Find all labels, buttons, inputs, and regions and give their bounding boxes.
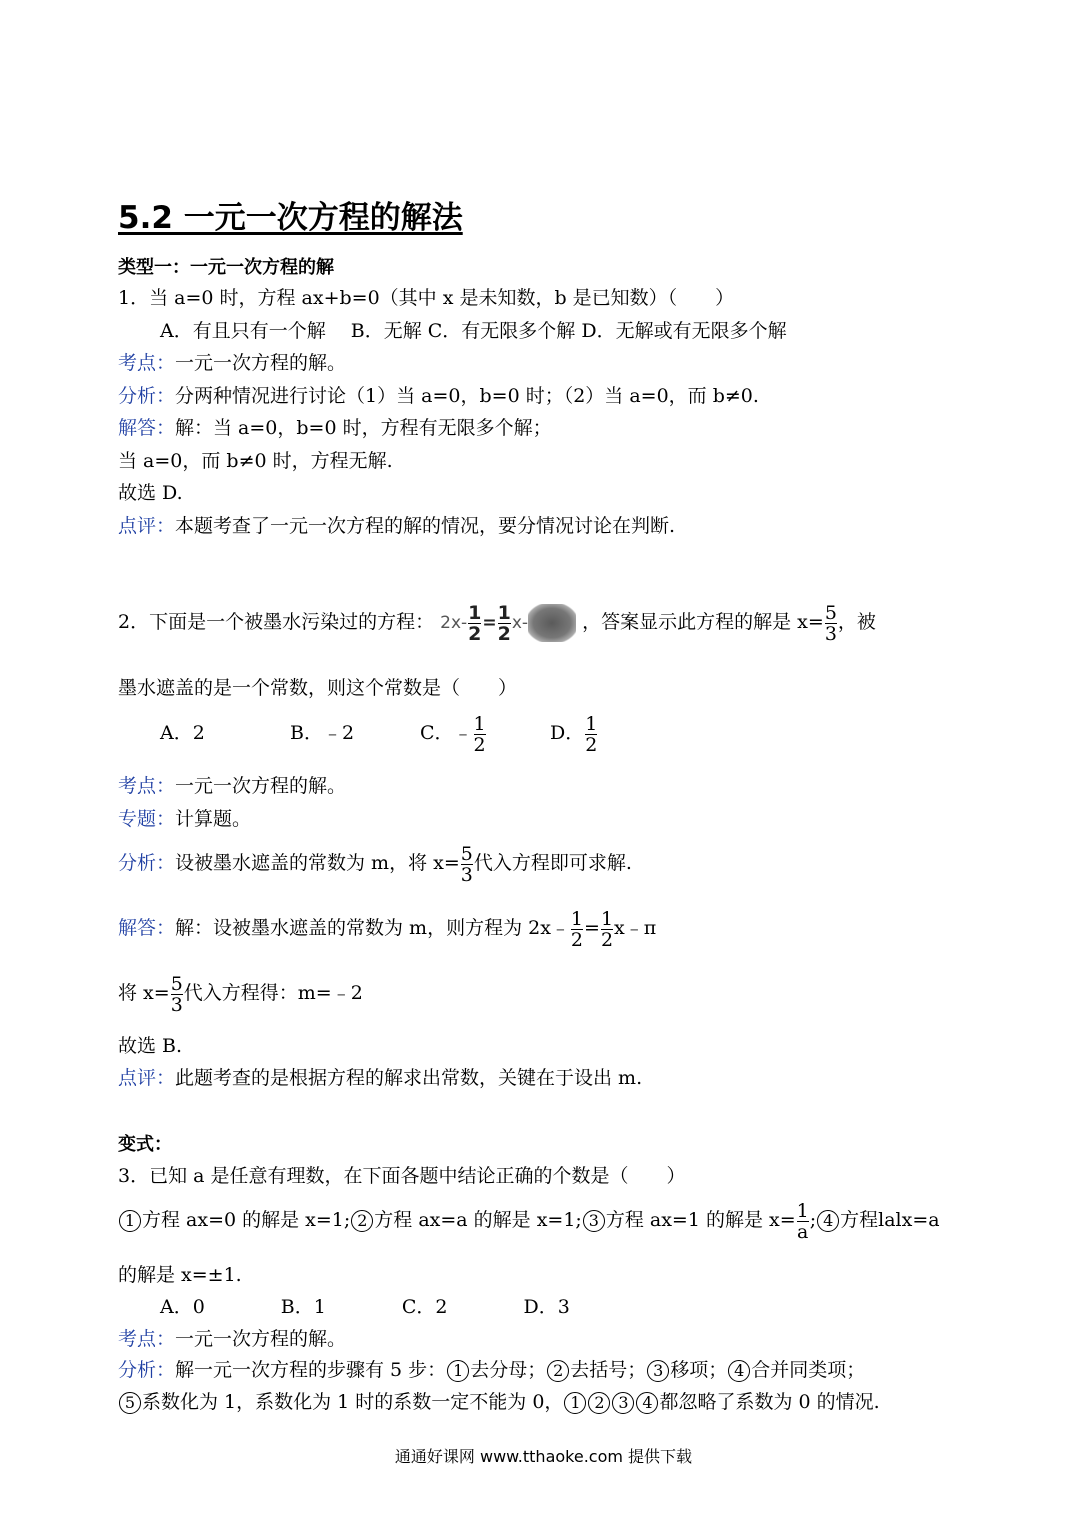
fraction-five-thirds — [171, 974, 183, 1015]
circled-3: 3 — [612, 1392, 634, 1414]
q3-options: A．0 B．1 C．2 D．3 — [160, 1296, 570, 1318]
q2-dianping — [118, 1065, 642, 1091]
sub-text-b: 代入方程得：m=﹣2 — [183, 982, 363, 1004]
den: 2 — [473, 733, 486, 756]
den: a — [797, 1220, 809, 1243]
step-1: 去分母； — [470, 1359, 547, 1381]
num: 1 — [585, 712, 598, 735]
fraction-five-thirds — [461, 844, 473, 885]
num: 1 — [570, 907, 584, 930]
num: 5 — [170, 972, 183, 995]
label-fenxi: 分析： — [118, 385, 176, 407]
circled-5: 5 — [119, 1392, 141, 1414]
q1-kaodian — [118, 350, 346, 376]
q2-opt-b: B．﹣2 — [290, 722, 355, 744]
page-title: 5.2 一元一次方程的解法 — [118, 200, 463, 236]
q1-jieda — [118, 415, 552, 441]
q2-stem — [118, 598, 876, 647]
fenxi-text-b: 代入方程即可求解. — [473, 852, 632, 874]
eq-x: x- — [511, 613, 529, 633]
label-kaodian: 考点： — [118, 352, 176, 374]
circled-4: 4 — [636, 1392, 658, 1414]
fenxi-text-a: 设被墨水遮盖的常数为 m，将 x= — [175, 852, 460, 874]
step-2: 去括号； — [570, 1359, 647, 1381]
statement-4: 方程lalx=a — [840, 1209, 940, 1231]
label-dianping: 点评： — [118, 1067, 176, 1089]
label-zhuanti: 专题： — [118, 808, 176, 830]
fenxi-text-c: 都忽略了系数为 0 的情况. — [659, 1391, 880, 1413]
q3-line2: 的解是 x=±1. — [118, 1264, 242, 1286]
fraction-one-over-a — [797, 1201, 809, 1242]
q1-choose: 故选 D. — [118, 482, 183, 504]
q3-statements — [118, 1196, 940, 1244]
label-kaodian: 考点： — [118, 775, 176, 797]
ink-equation-image: 2x- $\frac{1}{2}$ = $\frac{1}{2}$ x- — [440, 599, 576, 647]
q2-stem-a: 2．下面是一个被墨水污染过的方程： — [118, 611, 435, 633]
circled-4: 4 — [728, 1360, 750, 1382]
q1-fenxi — [118, 383, 759, 409]
dianping-text: 本题考查了一元一次方程的解的情况，要分情况讨论在判断. — [175, 515, 676, 537]
ink-blot — [528, 604, 576, 642]
label-fenxi: 分析： — [118, 1359, 176, 1381]
num: 5 — [460, 842, 473, 865]
step-3: 移项； — [670, 1359, 728, 1381]
q3-stem: 3．已知 a 是任意有理数，在下面各题中结论正确的个数是（ ） — [118, 1165, 686, 1187]
circled-2: 2 — [351, 1210, 373, 1232]
section-heading: 类型一：一元一次方程的解 — [118, 257, 334, 278]
q2-opt-c: C．﹣ — [420, 722, 473, 744]
circled-3: 3 — [647, 1360, 669, 1382]
q2-choose: 故选 B. — [118, 1035, 183, 1057]
q2-stem-c: ，被 — [837, 611, 876, 633]
num: 1 — [600, 907, 614, 930]
fraction-one-half — [585, 714, 597, 755]
kaodian-text: 一元一次方程的解。 — [175, 775, 347, 797]
num: 1 — [497, 601, 511, 624]
q2-opt-d: D． — [550, 722, 585, 744]
fraction-one-half — [571, 909, 583, 950]
q2-options — [160, 710, 598, 756]
kaodian-text: 一元一次方程的解。 — [175, 1328, 347, 1350]
kaodian-text: 一元一次方程的解。 — [175, 352, 347, 374]
jieda-text: 解：当 a=0，b=0 时，方程有无限多个解； — [175, 417, 552, 439]
num: 5 — [824, 601, 837, 624]
den: 2 — [497, 622, 511, 645]
q2-stem-b: ，答案显示此方程的解是 x= — [582, 611, 824, 633]
den: 3 — [824, 622, 837, 645]
jieda-text-b: x﹣π — [614, 917, 657, 939]
q2-fenxi — [118, 840, 632, 886]
equals-sign: = — [584, 917, 600, 939]
circled-4: 4 — [817, 1210, 839, 1232]
den: 2 — [600, 928, 614, 951]
dianping-text: 此题考查的是根据方程的解求出常数，关键在于设出 m. — [175, 1067, 643, 1089]
q2-kaodian — [118, 773, 346, 799]
num: 1 — [473, 712, 486, 735]
q3-fenxi — [118, 1357, 865, 1383]
circled-1: 1 — [119, 1210, 141, 1232]
fraction-one-half — [601, 909, 613, 950]
fraction-one-half — [474, 714, 486, 755]
statement-2: 方程 ax=a 的解是 x=1; — [374, 1209, 582, 1231]
q1-dianping — [118, 513, 675, 539]
q1-stem: 1．当 a=0 时，方程 ax+b=0（其中 x 是未知数，b 是已知数）（ ） — [118, 287, 735, 309]
sub-text-a: 将 x= — [118, 982, 170, 1004]
q2-stem-line2: 墨水遮盖的是一个常数，则这个常数是（ ） — [118, 677, 518, 699]
semicolon: ; — [809, 1209, 817, 1231]
q3-kaodian — [118, 1326, 346, 1352]
fraction-one-half — [468, 603, 481, 644]
label-fenxi: 分析： — [118, 852, 176, 874]
q1-options: A．有且只有一个解 B．无解 C．有无限多个解 D．无解或有无限多个解 — [160, 320, 787, 342]
den: 3 — [170, 993, 183, 1016]
fenxi-text: 分两种情况进行讨论（1）当 a=0，b=0 时；（2）当 a=0，而 b≠0. — [175, 385, 759, 407]
circled-3: 3 — [583, 1210, 605, 1232]
circled-2: 2 — [547, 1360, 569, 1382]
fraction-one-half — [498, 603, 511, 644]
label-kaodian: 考点： — [118, 1328, 176, 1350]
section-heading-variant: 变式： — [118, 1134, 172, 1155]
den: 2 — [585, 733, 598, 756]
q2-jieda — [118, 905, 656, 951]
q2-opt-a: A．2 — [160, 722, 205, 744]
den: 2 — [570, 928, 584, 951]
circled-1: 1 — [447, 1360, 469, 1382]
statement-3: 方程 ax=1 的解是 x= — [605, 1209, 796, 1231]
q3-fenxi-2 — [118, 1389, 880, 1415]
q1-jieda-2: 当 a=0，而 b≠0 时，方程无解. — [118, 450, 393, 472]
statement-1: 方程 ax=0 的解是 x=1; — [142, 1209, 351, 1231]
fenxi-text-a: 解一元一次方程的步骤有 5 步： — [175, 1359, 447, 1381]
zhuanti-text: 计算题。 — [175, 808, 252, 830]
circled-2: 2 — [588, 1392, 610, 1414]
label-dianping: 点评： — [118, 515, 176, 537]
label-jieda: 解答： — [118, 917, 176, 939]
fenxi-text-b: 系数化为 1，系数化为 1 时的系数一定不能为 0， — [142, 1391, 564, 1413]
label-jieda: 解答： — [118, 417, 176, 439]
den: 2 — [468, 622, 482, 645]
step-4: 合并同类项； — [751, 1359, 866, 1381]
jieda-text-a: 解：设被墨水遮盖的常数为 m，则方程为 2x﹣ — [175, 917, 570, 939]
num: 1 — [468, 601, 482, 624]
page-footer: 通通好课网 www.tthaoke.com 提供下载 — [394, 1447, 693, 1466]
den: 3 — [460, 863, 473, 886]
q2-substitution — [118, 970, 363, 1016]
circled-1: 1 — [564, 1392, 586, 1414]
num: 1 — [796, 1199, 809, 1222]
fraction-five-thirds — [825, 603, 837, 644]
q2-zhuanti — [118, 806, 251, 832]
eq-2x: 2x- — [440, 613, 468, 633]
